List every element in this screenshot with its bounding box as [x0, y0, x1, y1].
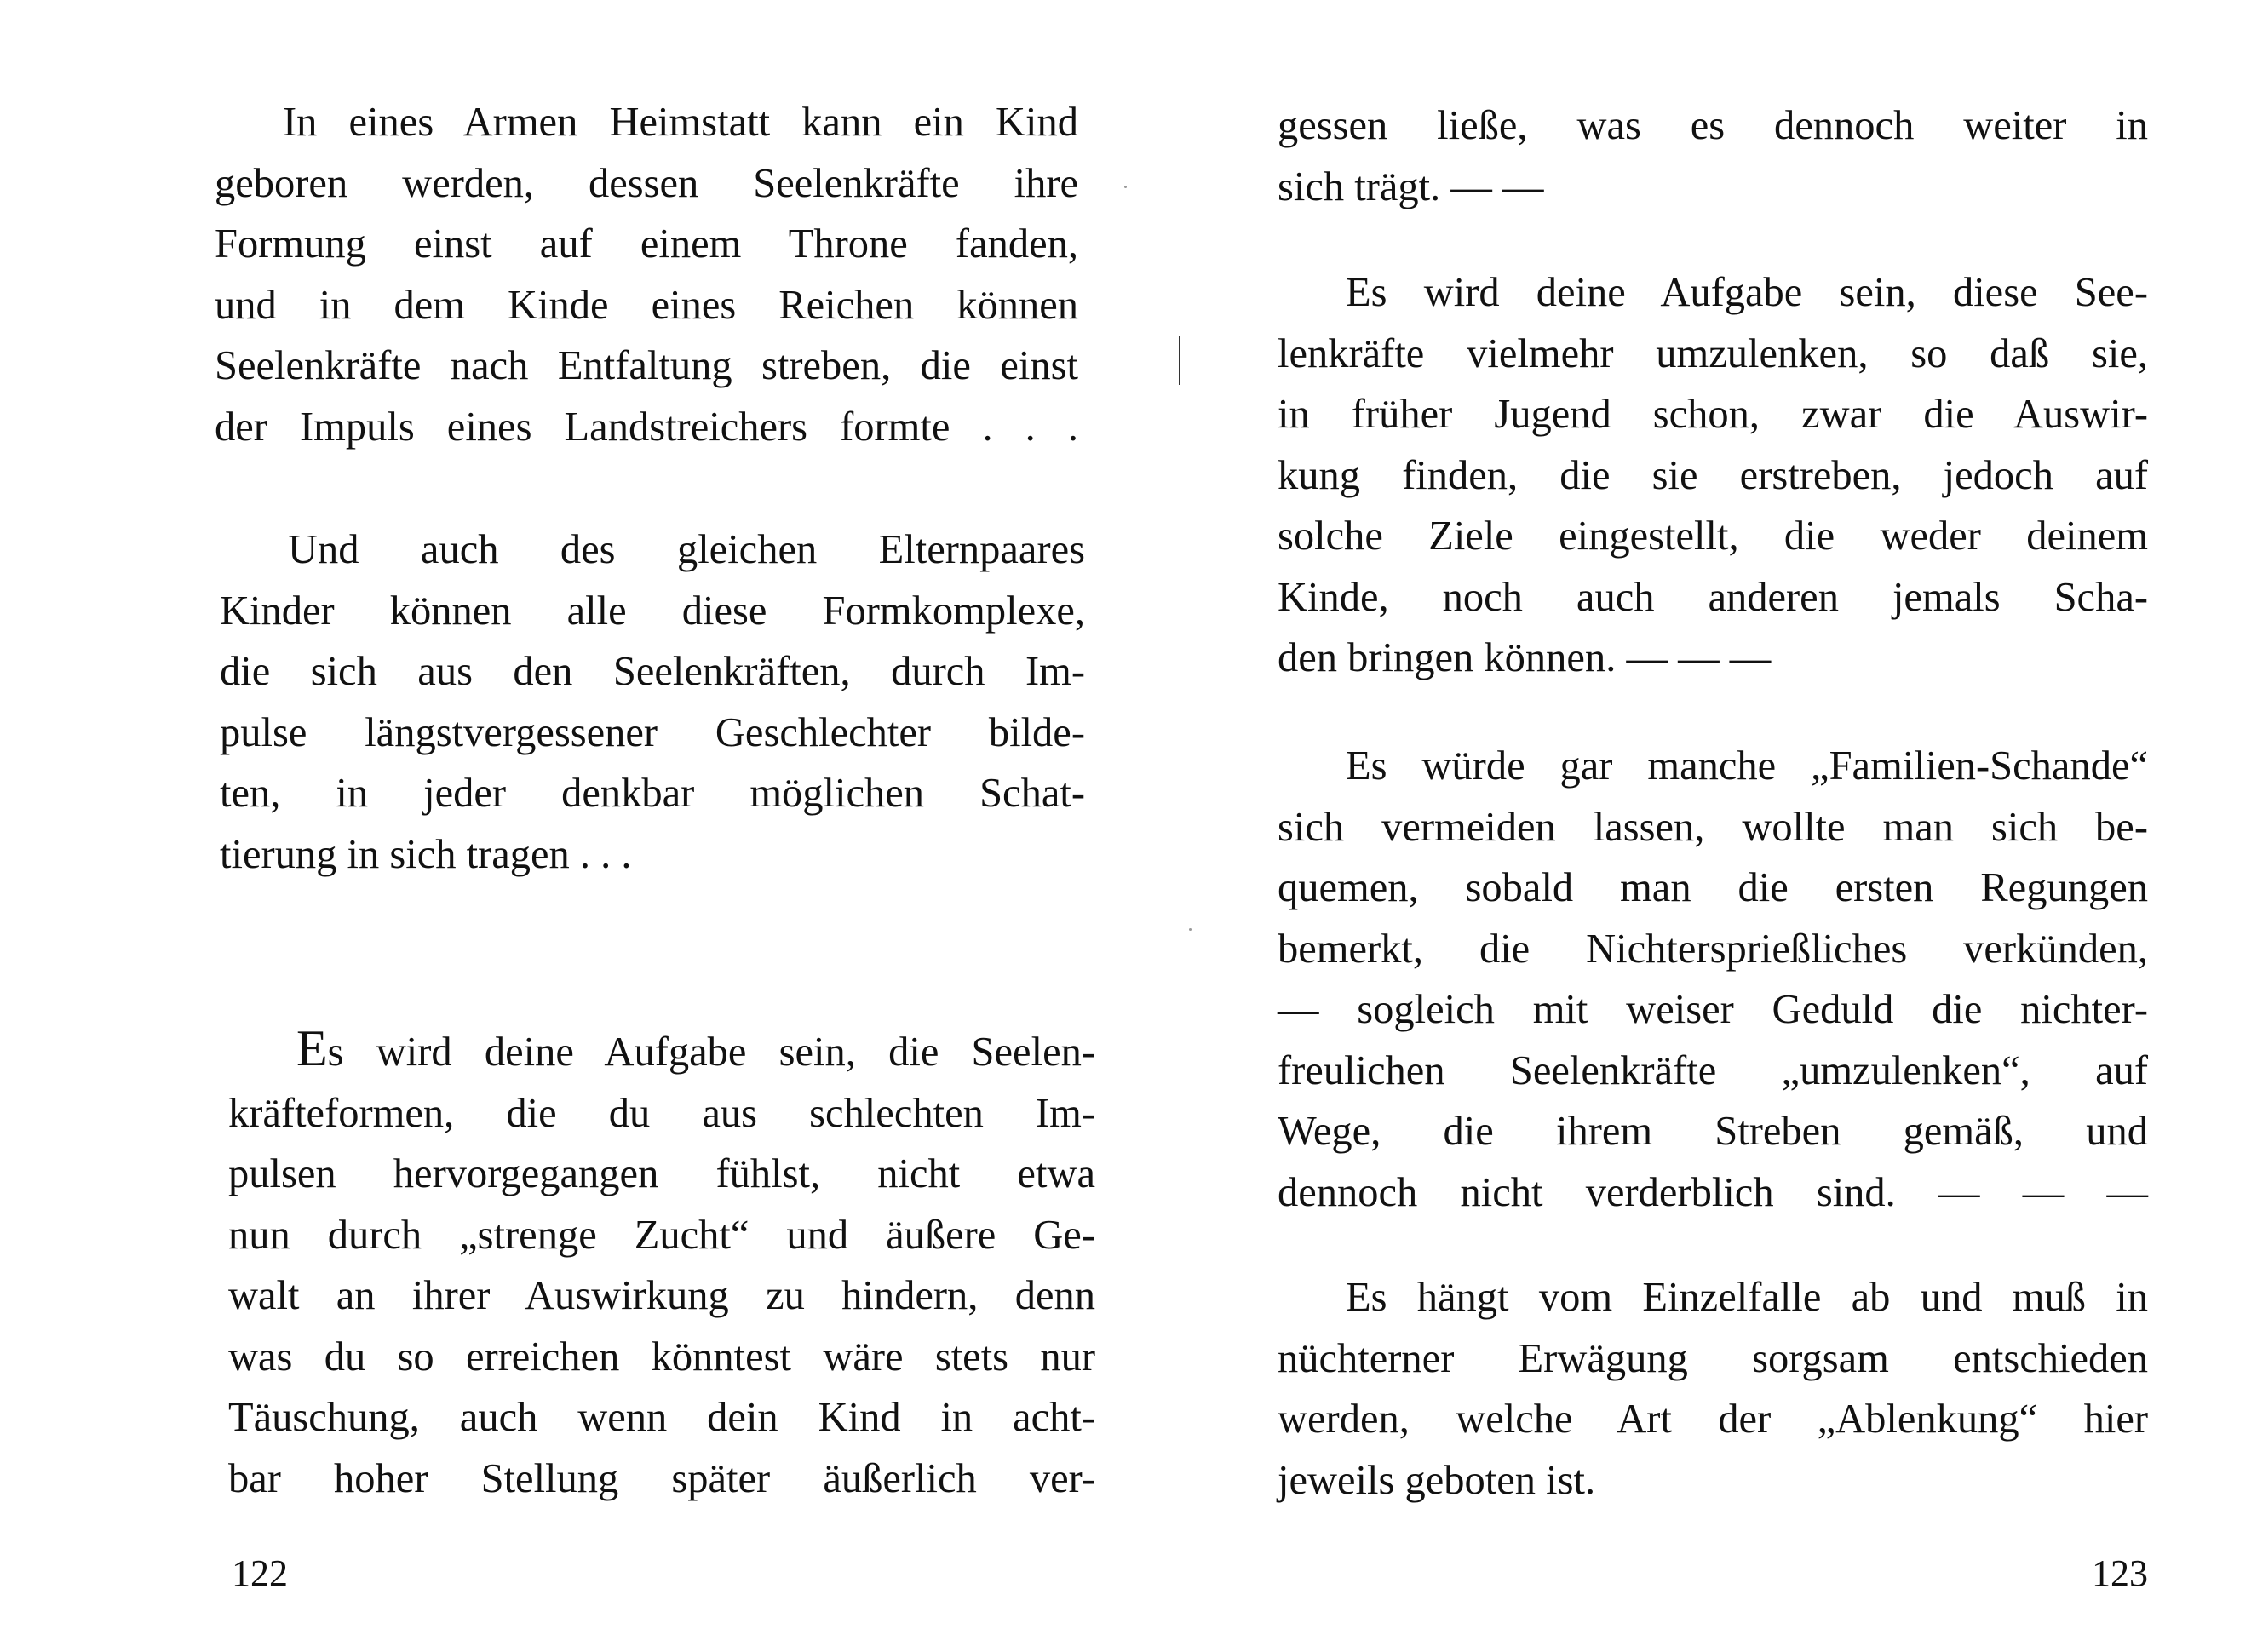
text-line: walt an ihrer Auswirkung zu hindern, denn [228, 1273, 1095, 1318]
text-line: Kinder können alle diese Formkomplexe, [220, 588, 1085, 634]
text-line: werden, welche Art der „Ablenkung“ hier [1278, 1397, 2148, 1442]
text-line: Wege, die ihrem Streben gemäß, und [1278, 1109, 2148, 1154]
text-line: Kinde, noch auch anderen jemals Scha- [1278, 574, 2148, 620]
left-paragraph-3 [228, 1018, 1095, 1509]
text-line: Es hängt vom Einzelfalle ab und muß in [1346, 1275, 2148, 1320]
text-line: Es würde gar manche „Familien-Schande“ [1346, 743, 2148, 789]
page-number: 122 [232, 1552, 288, 1594]
paper-speck [1124, 186, 1127, 188]
right-paragraph-continuation [1278, 95, 2148, 217]
text-line: und in dem Kinde eines Reichen können [215, 282, 1078, 328]
text-line: die sich aus den Seelenkräften, durch Im- [220, 649, 1085, 694]
text-line: gessen ließe, was es dennoch weiter in [1278, 103, 2148, 148]
text-line [228, 1018, 1095, 1083]
text-line: solche Ziele eingestellt, die weder deinem [1278, 513, 2148, 559]
text-line: lenkräfte vielmehr umzulenken, so daß sie, [1278, 330, 2148, 376]
text-line: der Impuls eines Landstreichers formte . . . [215, 404, 1078, 450]
text-line: Seelenkräfte nach Entfaltung streben, die einst [215, 343, 1078, 388]
text-line: In eines Armen Heimstatt kann ein Kind [283, 100, 1078, 145]
text-line: Formung einst auf einem Throne fanden, [215, 221, 1078, 267]
text-line: sich vermeiden lassen, wollte man sich be- [1278, 804, 2148, 850]
text-line: — sogleich mit weiser Geduld die nichter- [1278, 987, 2148, 1032]
drop-cap-letter: E [296, 1020, 328, 1076]
text-line: Es wird deine Aufgabe sein, diese See- [1346, 270, 2148, 315]
left-paragraph-2 [220, 519, 1085, 885]
left-page [0, 0, 1128, 1652]
text-line-rest: s wird deine Aufgabe sein, die Seelen- [327, 1030, 1095, 1075]
text-line: Und auch des gleichen Elternpaares [288, 527, 1085, 572]
text-line: ten, in jeder denkbar möglichen Schat- [220, 771, 1085, 816]
text-line: bar hoher Stellung später äußerlich ver- [228, 1455, 1095, 1501]
right-paragraph-2 [1278, 736, 2148, 1223]
text-line: kung finden, die sie erstreben, jedoch auf [1278, 452, 2148, 498]
text-line: geboren werden, dessen Seelenkräfte ihre [215, 160, 1078, 206]
text-line: quemen, sobald man die ersten Regungen [1278, 865, 2148, 910]
text-line: pulse längstvergessener Geschlechter bilde- [220, 709, 1085, 755]
text-line: dennoch nicht verderblich sind. — — — [1278, 1169, 2148, 1215]
text-line: Täuschung, auch wenn dein Kind in acht- [228, 1395, 1095, 1440]
page-number: 123 [2092, 1552, 2148, 1594]
text-line: was du so erreichen könntest wäre stets nur [228, 1334, 1095, 1380]
text-line: jeweils geboten ist. [1278, 1457, 1596, 1503]
text-line: pulsen hervorgegangen fühlst, nicht etwa [228, 1151, 1095, 1196]
text-line: nun durch „strenge Zucht“ und äußere Ge- [228, 1212, 1095, 1258]
text-line: tierung in sich tragen . . . [220, 831, 632, 877]
text-line: kräfteformen, die du aus schlechten Im- [228, 1090, 1095, 1136]
right-paragraph-3 [1278, 1267, 2148, 1511]
text-line: bemerkt, die Nichtersprießliches verkünden, [1278, 926, 2148, 972]
right-paragraph-1 [1278, 262, 2148, 689]
text-line: sich trägt. — — [1278, 163, 1544, 209]
text-line: freulichen Seelenkräfte „umzulenken“, auf [1278, 1047, 2148, 1093]
left-paragraph-1 [215, 92, 1078, 457]
text-line: in früher Jugend schon, zwar die Auswir- [1278, 392, 2148, 437]
text-line: nüchterner Erwägung sorgsam entschieden [1278, 1335, 2148, 1381]
text-line: den bringen können. — — — [1278, 635, 1772, 680]
